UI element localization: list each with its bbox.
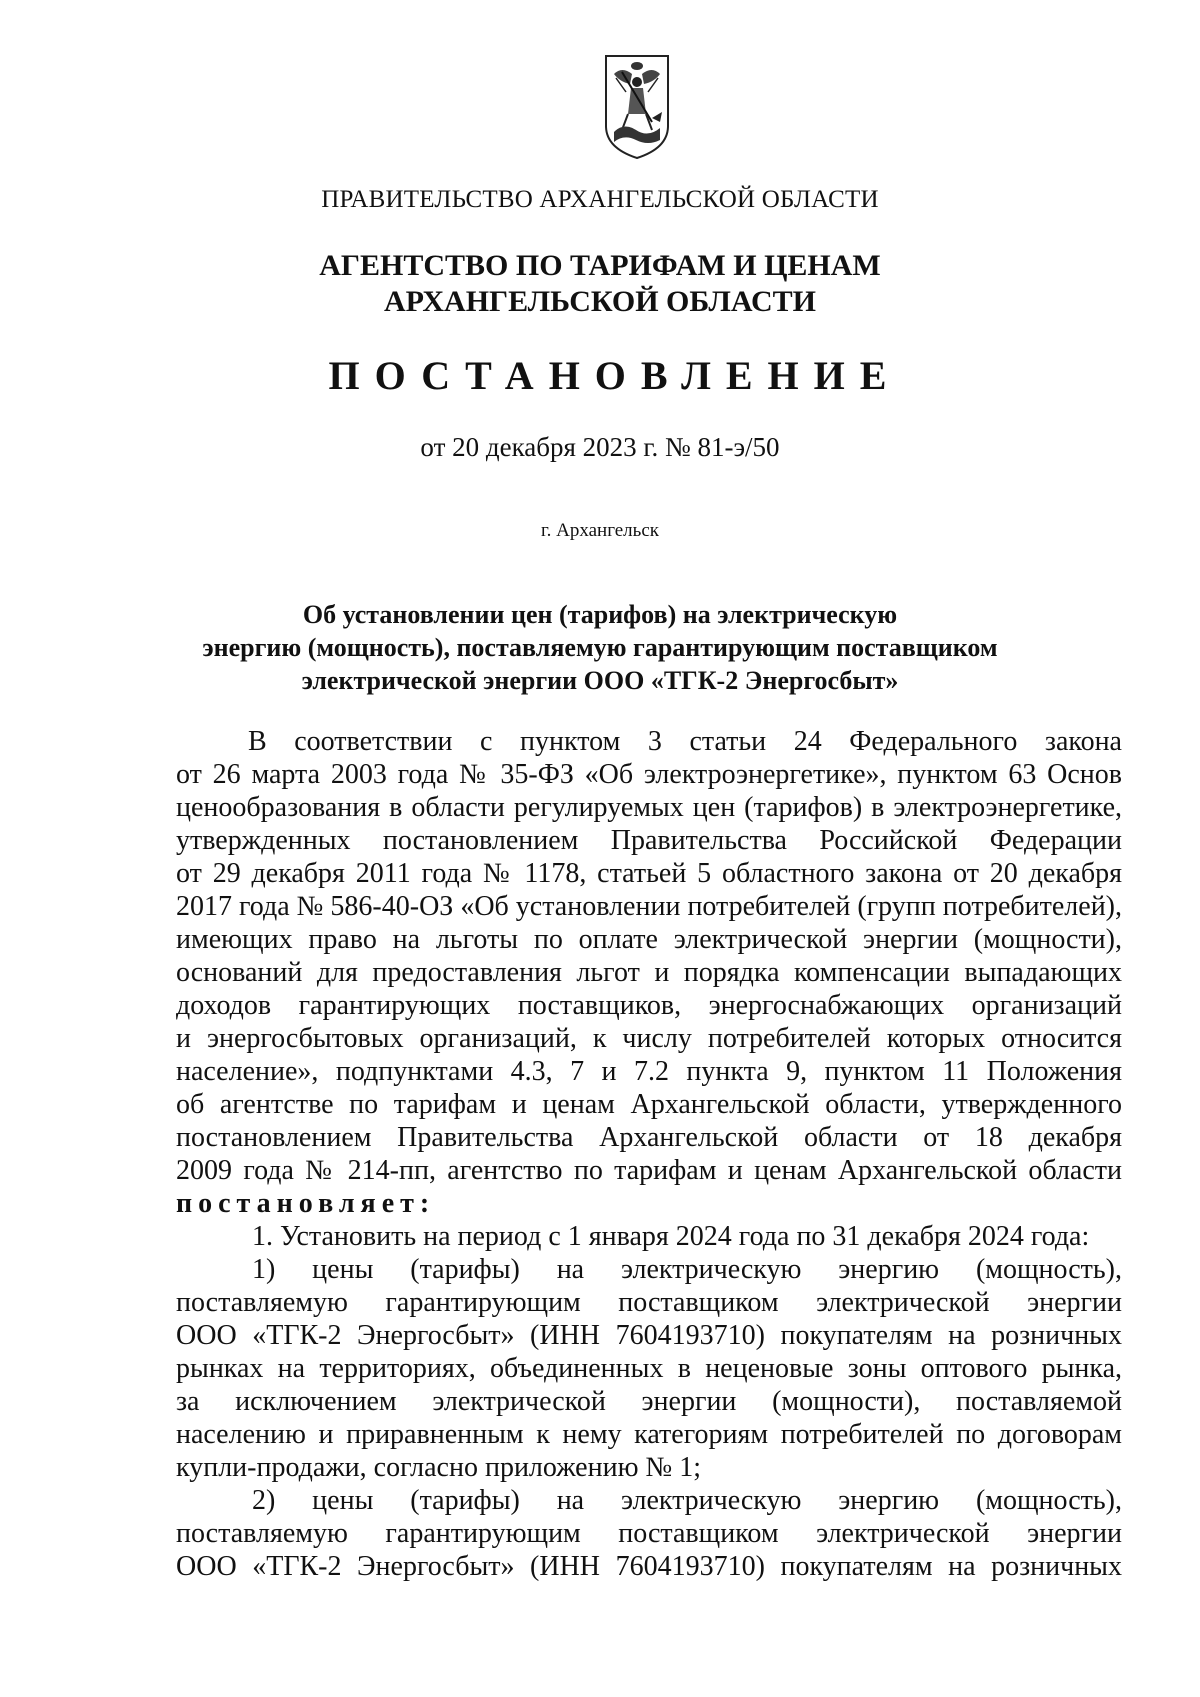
body-line: населению и приравненным к нему категориям потребителей по договорам xyxy=(176,1419,1122,1450)
body-line: от 29 декабря 2011 года № 1178, статьей 5 областного закона от 20 декабря xyxy=(176,858,1122,889)
body-line: об агентстве по тарифам и ценам Архангельской области, утвержденного xyxy=(176,1089,1122,1120)
body-line: постановлением Правительства Архангельской области от 18 декабря xyxy=(176,1122,1122,1153)
coat-of-arms-emblem xyxy=(602,52,672,162)
subclause-2-first-line: 2) цены (тарифы) на электрическую энергию (мощность), xyxy=(252,1485,1122,1516)
body-line: имеющих право на льготы по оплате электрической энергии (мощности), xyxy=(176,924,1122,955)
body-line: 2017 года № 586-40-ОЗ «Об установлении потребителей (групп потребителей), xyxy=(176,891,1122,922)
body-line: В соответствии с пунктом 3 статьи 24 Федерального закона xyxy=(248,726,1122,757)
body-line: доходов гарантирующих поставщиков, энергоснабжающих организаций xyxy=(176,990,1122,1021)
body-line: оснований для предоставления льгот и порядка компенсации выпадающих xyxy=(176,957,1122,988)
body-line: 2009 года № 214-пп, агентство по тарифам и ценам Архангельской области xyxy=(176,1155,1122,1186)
resolves-keyword: постановляет: xyxy=(176,1188,436,1219)
body-line: население», подпунктами 4.3, 7 и 7.2 пункта 9, пунктом 11 Положения xyxy=(176,1056,1122,1087)
subject-line-1: Об установлении цен (тарифов) на электрическую xyxy=(302,600,898,629)
document-type-title: ПОСТАНОВЛЕНИЕ xyxy=(328,353,902,398)
body-line: за исключением электрической энергии (мощности), поставляемой xyxy=(176,1386,1122,1417)
body-line: рынках на территориях, объединенных в неценовые зоны оптового рынка, xyxy=(176,1353,1122,1384)
body-line: ООО «ТГК-2 Энергосбыт» (ИНН 7604193710) покупателям на розничных xyxy=(176,1320,1122,1351)
body-line: купли-продажи, согласно приложению № 1; xyxy=(176,1452,701,1483)
body-line: утвержденных постановлением Правительства Российской Федерации xyxy=(176,825,1122,856)
body-line: от 26 марта 2003 года № 35-ФЗ «Об электроэнергетике», пунктом 63 Основ xyxy=(176,759,1122,790)
agency-name-line-1: АГЕНТСТВО ПО ТАРИФАМ И ЦЕНАМ xyxy=(319,249,881,282)
agency-name xyxy=(0,248,1200,320)
body-line: поставляемую гарантирующим поставщиком электрической энергии xyxy=(176,1287,1122,1318)
decree-date-number: от 20 декабря 2023 г. № 81-э/50 xyxy=(420,432,780,462)
subclause-1-first-line: 1) цены (тарифы) на электрическую энергию (мощность), xyxy=(252,1254,1122,1285)
clause-1-heading: 1. Установить на период с 1 января 2024 года по 31 декабря 2024 года: xyxy=(252,1221,1090,1252)
agency-name-line-2: АРХАНГЕЛЬСКОЙ ОБЛАСТИ xyxy=(384,285,816,318)
issue-city: г. Архангельск xyxy=(540,520,659,541)
subject-line-3: электрической энергии ООО «ТГК-2 Энергосбыт» xyxy=(301,666,899,695)
decree-subject xyxy=(0,598,1200,697)
decree-body xyxy=(176,725,1122,1583)
body-line: поставляемую гарантирующим поставщиком электрической энергии xyxy=(176,1518,1122,1549)
body-line: и энергосбытовых организаций, к числу потребителей которых относится xyxy=(176,1023,1122,1054)
body-line: ООО «ТГК-2 Энергосбыт» (ИНН 7604193710) покупателям на розничных xyxy=(176,1551,1122,1582)
subject-line-2: энергию (мощность), поставляемую гарантирующим поставщиком xyxy=(202,633,998,662)
body-line: ценообразования в области регулируемых цен (тарифов) в электроэнергетике, xyxy=(176,792,1122,823)
government-name: ПРАВИТЕЛЬСТВО АРХАНГЕЛЬСКОЙ ОБЛАСТИ xyxy=(321,186,879,213)
